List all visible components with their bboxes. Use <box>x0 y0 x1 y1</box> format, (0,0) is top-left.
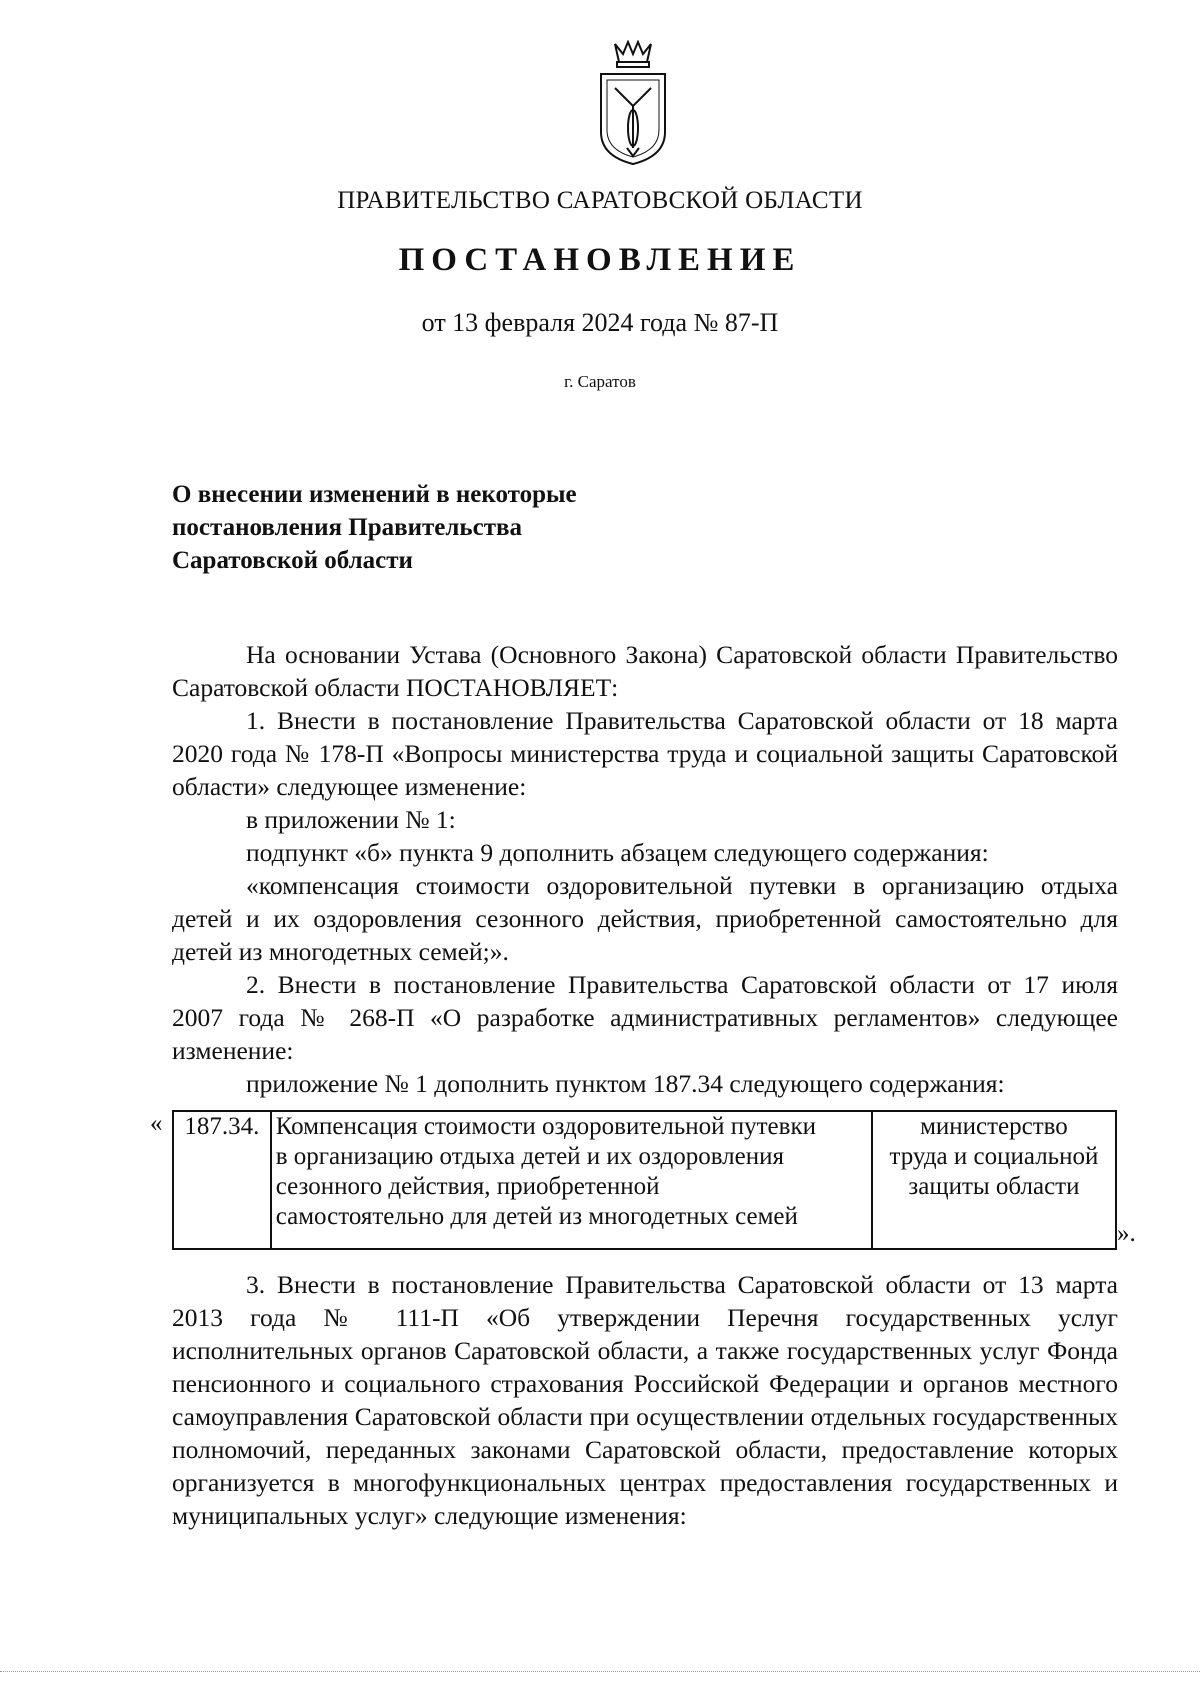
subject-line: Саратовской области <box>172 547 413 574</box>
body-paragraph: подпункт «б» пункта 9 дополнить абзацем следующего содержания: <box>246 838 989 867</box>
body-paragraph: приложение № 1 дополнить пунктом 187.34 следующего содержания: <box>246 1069 1005 1098</box>
service-line: в организацию отдыха детей и их оздоровления <box>275 1143 785 1170</box>
document-date-number: от 13 февраля 2024 года № 87-П <box>421 308 779 337</box>
inserted-table-block <box>150 1110 1136 1252</box>
document-body-top <box>172 638 1118 1100</box>
coat-of-arms-emblem <box>593 40 673 168</box>
document-body-bottom <box>172 1268 1118 1532</box>
service-line: Компенсация стоимости оздоровительной путевки <box>275 1113 816 1140</box>
table-open-quote: « <box>150 1110 163 1137</box>
document-city: г. Саратов <box>564 372 636 391</box>
body-paragraph: На основании Устава (Основного Закона) Саратовской области Правительство Саратовской области ПОСТАНОВЛЯЕТ: <box>172 640 1118 702</box>
document-subject <box>172 478 577 577</box>
body-paragraph: 1. Внести в постановление Правительства Саратовской области от 18 марта 2020 года № 178-П «Вопросы министерства труда и социальной защиты Саратовской области» следующее изменение: <box>172 706 1118 801</box>
authority-line: защиты области <box>908 1173 1080 1200</box>
subject-line: постановления Правительства <box>172 514 522 541</box>
table-close-quote: ». <box>1117 1220 1136 1247</box>
scan-edge-divider <box>0 1671 1200 1673</box>
table-cell-authority <box>872 1111 1116 1249</box>
inserted-table <box>172 1110 1117 1250</box>
organization-name: ПРАВИТЕЛЬСТВО САРАТОВСКОЙ ОБЛАСТИ <box>337 187 863 214</box>
table-cell-service <box>271 1111 872 1249</box>
table-cell-number: 187.34. <box>173 1111 271 1249</box>
document-type-title: ПОСТАНОВЛЕНИЕ <box>398 242 802 278</box>
body-paragraph: 3. Внести в постановление Правительства Саратовской области от 13 марта 2013 года № 111-П «Об утверждении Перечня государственных услуг исполнительных органов Саратовской области, а также государственных услуг Фонда пенсионного и социального страхования Российской Федерации и органов местного самоуправления Саратовской области при осуществлении отдельных государственных полномочий, переданных законами Саратовской области, предоставление которых организуется в многофункциональных центрах предоставления государственных и муниципальных услуг» следующие изменения: <box>172 1270 1118 1530</box>
table-row <box>173 1111 1116 1249</box>
service-line: сезонного действия, приобретенной <box>275 1173 660 1200</box>
service-line: самостоятельно для детей из многодетных семей <box>275 1203 798 1230</box>
body-paragraph: 2. Внести в постановление Правительства Саратовской области от 17 июля 2007 года № 268-П «О разработке административных регламентов» следующее изменение: <box>172 970 1118 1065</box>
authority-line: министерство <box>920 1113 1068 1140</box>
authority-line: труда и социальной <box>889 1143 1099 1170</box>
body-paragraph: «компенсация стоимости оздоровительной путевки в организацию отдыха детей и их оздоровления сезонного действия, приобретенной самостоятельно для детей из многодетных семей;». <box>172 871 1118 966</box>
body-paragraph: в приложении № 1: <box>246 805 456 834</box>
subject-line: О внесении изменений в некоторые <box>172 481 577 508</box>
